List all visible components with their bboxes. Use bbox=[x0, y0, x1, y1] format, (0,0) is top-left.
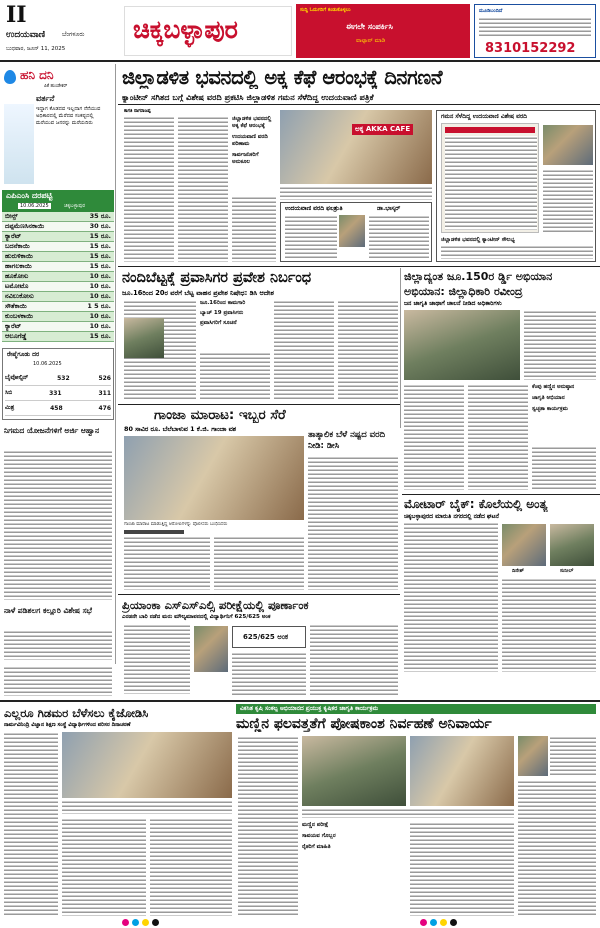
nandi-photo bbox=[124, 318, 164, 358]
zilla-body-col1 bbox=[404, 384, 464, 490]
ad-text-lines bbox=[479, 17, 591, 37]
bottom-left-caption bbox=[62, 800, 232, 814]
meeting-headline: ನಾಳೆ ಪಡಿಶಲಗ ಕಲ್ಲೂರಿ ವಿಶೇಷ ಸಭೆ bbox=[4, 606, 92, 615]
zilla-points bbox=[532, 384, 596, 444]
quote-text-left bbox=[285, 215, 337, 259]
quote-title: ಉದಯವಾಣಿ ವರದಿ ಫಲಶ್ರುತಿ bbox=[285, 205, 343, 212]
clip-side-text bbox=[543, 169, 593, 233]
bottom-point: ರೈತರಿಗೆ ಮಾಹಿತಿ bbox=[302, 844, 331, 850]
ganja-body-col1 bbox=[124, 536, 210, 590]
bottom-main-photo-2 bbox=[410, 736, 514, 806]
price-row bbox=[2, 302, 114, 312]
clip-title: ಗಮನ ಸೆಳೆದಿದ್ದ ಉದಯವಾಣಿ ವಿಶೇಷ ವರದಿ bbox=[441, 113, 528, 120]
silk-row bbox=[5, 386, 111, 401]
bottom-left-photo bbox=[62, 732, 232, 798]
motor-name-1: ದಿನೇಶ್ bbox=[512, 568, 525, 574]
ad-text-top: ಮೂಡಿಬಂದಿದೆ bbox=[479, 8, 503, 14]
bottom-point: ಮಣ್ಣಿನ ಪರೀಕ್ಷೆ bbox=[302, 822, 329, 828]
registration-marks bbox=[0, 918, 600, 928]
zilla-point: ಜಾಗೃತಿ ಅಭಿಯಾನ bbox=[532, 395, 565, 401]
nandi-headline: ನಂದಿಬೆಟ್ಟಕ್ಕೆ ಪ್ರವಾಸಿಗರ ಪ್ರವೇಶ ನಿರ್ಬಂಧ bbox=[122, 270, 312, 286]
cafe-signboard: ಅಕ್ಕ AKKA CAFE bbox=[352, 124, 413, 135]
ad-line-2: ಈಗಲೇ ಸಂಪರ್ಕಿಸಿ bbox=[346, 22, 393, 31]
scheme-headline: ನಿಗಮದ ಯೋಜನೆಗಳಿಗೆ ಅರ್ಜಿ ಆಹ್ವಾನ bbox=[4, 426, 100, 435]
lead-point: ಸಾರ್ವಜನಿಕರಿಗೆ ಅನುಕೂಲ bbox=[232, 152, 259, 165]
meeting-body bbox=[4, 630, 112, 660]
price-row bbox=[2, 322, 114, 332]
nandi-point: ಜೂ.16ರಿಂದ ಕಾಮಗಾರಿ bbox=[200, 300, 246, 306]
clip-page-text bbox=[445, 136, 537, 230]
edition-banner bbox=[124, 6, 292, 56]
lead-points bbox=[232, 116, 276, 196]
ganja-subhead: 80 ಸಾವಿರ ರೂ. ಬೆಲೆಬಾಳುವ 1 ಕೆ.ಜಿ. ಗಾಂಜಾ ವಶ bbox=[124, 425, 237, 433]
silk-cell: 526 bbox=[98, 374, 111, 382]
bottom-right-photo bbox=[518, 736, 548, 776]
lead-body-col1 bbox=[124, 116, 174, 262]
cafe-photo-caption bbox=[280, 186, 432, 200]
price-item: ಹೂಕೋಸು bbox=[5, 272, 29, 280]
clip-caption: ಜಿಲ್ಲಾಡಳಿತ ಭವನದಲ್ಲಿ ಕ್ಯಾಂಟೀನ್ ಸೌಲಭ್ಯ bbox=[441, 237, 515, 243]
price-table bbox=[2, 212, 114, 342]
honi-dani-logo bbox=[4, 68, 112, 90]
priyanka-body-col1 bbox=[124, 624, 190, 694]
priyanka-body-col3 bbox=[310, 624, 398, 696]
ad-banner-red bbox=[296, 4, 470, 58]
price-item: ಆಲೂಗೆಡ್ಡೆ bbox=[5, 332, 27, 340]
motor-body-col2 bbox=[502, 578, 596, 672]
bottom-right-side-text bbox=[550, 736, 596, 776]
silk-cell: ಮಿಶ್ರ bbox=[5, 404, 15, 411]
price-value: 30 ರೂ. bbox=[89, 222, 111, 230]
rule bbox=[402, 494, 600, 495]
price-table-header bbox=[2, 190, 114, 212]
clip-box bbox=[436, 110, 596, 262]
silk-cell: 331 bbox=[49, 389, 62, 397]
ganja-caption: ಗಾಂಜಾ ಮಾರಾಟ ಮಾಡುತ್ತಿದ್ದ ಆರೋಪಿಗಳನ್ನು ಪೊಲೀಸರು ಬಂಧಿಸಿದರು bbox=[124, 522, 228, 527]
ganja-body-col2 bbox=[214, 536, 304, 590]
silk-cell: 532 bbox=[57, 374, 70, 382]
ganja-headline: ಗಾಂಜಾ ಮಾರಾಟ: ಇಬ್ಬರ ಸೆರೆ bbox=[154, 407, 286, 423]
registration-dot bbox=[450, 919, 457, 926]
paper-name: ಉದಯವಾಣಿ bbox=[6, 30, 46, 40]
lead-subhead: ಕ್ಯಾಂಟೀನ್ ಸಗಿತದ ಬಗ್ಗೆ ವಿಶೇಷ ವರದಿ ಪ್ರಕಟಿಸಿ ಜಿಲ್ಲಾಡಳಿತ ಗಮನ ಸೆಳೆದಿದ್ದ ಉದಯವಾಣಿ ಪತ್ರಿಕೆ bbox=[122, 92, 374, 102]
rule bbox=[118, 104, 600, 105]
bottom-main-headline: ಮಣ್ಣಿನ ಫಲವತ್ತತೆಗೆ ಪೋಷಕಾಂಶ ನಿರ್ವಹಣೆ ಅನಿವಾರ್ಯ bbox=[236, 716, 492, 732]
price-item: ಹಾಗಲಕಾಯಿ bbox=[5, 262, 32, 270]
silk-cell: 458 bbox=[50, 404, 63, 412]
bottom-left-body-col2 bbox=[62, 818, 146, 916]
price-row bbox=[2, 262, 114, 272]
price-value: 15 ರೂ. bbox=[89, 262, 111, 270]
price-value: 15 ರೂ. bbox=[89, 242, 111, 250]
clip-page-headline bbox=[445, 127, 535, 133]
paper-tag: ಬೆಂಗಳೂರು bbox=[62, 31, 85, 38]
bottom-strip-text: ವಿಕಸಿತ ಕೃಷಿ ಸಂಕಲ್ಪ ಅಭಿಯಾನದ ಪ್ರಯುಕ್ತ ಕೃಷಿಕರ ಜಾಗೃತಿ ಕಾರ್ಯಕ್ರಮ bbox=[240, 705, 379, 712]
price-item: ಕ್ಯಾರೆಟ್ bbox=[5, 232, 22, 240]
page-number: II bbox=[6, 2, 27, 28]
rule bbox=[118, 404, 400, 405]
motor-subhead: ಚಿಕ್ಕಬಳ್ಳಾಪುರದ ಮಾರುತಿ ನಗರದಲ್ಲಿ ನಡೆದ ಘಟನೆ bbox=[404, 513, 499, 520]
bottom-main-photo-1 bbox=[302, 736, 406, 806]
bottom-left-body-col1 bbox=[4, 732, 58, 916]
price-row bbox=[2, 222, 114, 232]
zilla-point: ಕೆಂಪು ಹಣ್ಣಿನ ಅನುಷ್ಠಾನ bbox=[532, 384, 575, 390]
clip-portrait bbox=[543, 125, 593, 165]
registration-dot bbox=[152, 919, 159, 926]
motor-body-col1 bbox=[404, 522, 498, 672]
price-table-title: ಎಪಿಎಂಸಿ ದರಪಟ್ಟಿ bbox=[6, 191, 53, 200]
zilla-headline: ಜಿಲ್ಲಾದ್ಯಂತ ಜೂ.150ರ ರ್ಡ್ಡಿ ಅಭಿಯಾನ bbox=[404, 270, 553, 283]
cafe-photo bbox=[280, 110, 432, 184]
registration-dot bbox=[440, 919, 447, 926]
lead-body-col3 bbox=[232, 196, 276, 262]
nandi-point: ಬ್ಯಾಚ್ 19 ಪ್ರವಾಸಿಗರು bbox=[200, 310, 244, 316]
priyanka-body-col2 bbox=[232, 652, 306, 696]
rule bbox=[0, 700, 600, 702]
ganja-byline bbox=[124, 530, 184, 534]
silk-cell: 476 bbox=[98, 404, 111, 412]
priyanka-headline: ಪ್ರಿಯಾಂಕಾ ಎಸ್ಎಸ್ಎಲ್ಸಿ ಪರೀಕ್ಷೆಯಲ್ಲಿ ಪೂರ್ಣಾಂಕ bbox=[122, 598, 309, 612]
price-row bbox=[2, 272, 114, 282]
silk-cell: ಸಿಬಿ bbox=[5, 389, 13, 396]
bottom-points bbox=[302, 822, 406, 882]
price-item: ಹುರುಳಿಕಾಯಿ bbox=[5, 252, 33, 260]
price-item: ಕ್ಯಾರೆಟ್ bbox=[5, 322, 22, 330]
lead-body-col2 bbox=[178, 116, 228, 262]
motor-photo-1 bbox=[502, 524, 546, 566]
clip-caption-text bbox=[441, 245, 593, 259]
price-row bbox=[2, 292, 114, 302]
bottom-quote-headline: ಎಲ್ಲರೂ ಗಿಡಮರ ಬೆಳೆಸಲು ಕೈಜೋಡಿಸಿ bbox=[4, 706, 149, 720]
zilla-headline-2: ಅಭಿಯಾನ: ಜಿಲ್ಲಾಧಿಕಾರಿ ರವೀಂದ್ರ bbox=[404, 285, 523, 298]
registration-dot bbox=[420, 919, 427, 926]
price-value: 10 ರೂ. bbox=[89, 272, 111, 280]
nandi-body-col4 bbox=[338, 300, 398, 400]
price-value: 15 ರೂ. bbox=[89, 252, 111, 260]
zilla-photo bbox=[404, 310, 520, 380]
price-value: 10 ರೂ. bbox=[89, 292, 111, 300]
price-row bbox=[2, 252, 114, 262]
price-item: ಟಮೋಟೊ bbox=[5, 282, 29, 290]
honi-image bbox=[4, 104, 34, 184]
bottom-main-body-col2 bbox=[410, 822, 514, 916]
priyanka-score-box bbox=[232, 626, 306, 648]
price-table-place: ಚಿಕ್ಕಬಳ್ಳಾಪುರ bbox=[64, 203, 85, 209]
price-row bbox=[2, 312, 114, 322]
price-value: 10 ರೂ. bbox=[89, 312, 111, 320]
quote-name: ಡಾ.ಭಾಸ್ಕರ್ bbox=[377, 205, 401, 212]
drop-icon bbox=[4, 70, 16, 84]
zilla-body-col2 bbox=[468, 384, 528, 490]
price-row bbox=[2, 282, 114, 292]
lead-point: ಉದಯವಾಣಿ ವರದಿ ಪರಿಣಾಮ bbox=[232, 134, 268, 147]
price-row bbox=[2, 242, 114, 252]
price-item: ಸೌತೆಕಾಯಿ bbox=[5, 302, 27, 310]
tatkalika-body bbox=[308, 456, 398, 590]
price-value: 15 ರೂ. bbox=[89, 332, 111, 340]
masthead bbox=[0, 0, 600, 62]
scheme-body bbox=[4, 450, 112, 600]
registration-dot bbox=[142, 919, 149, 926]
bottom-quote-subhead: ನಾರ್ಮವಿನಿಂದ್ರಿ ವಿಜ್ಞಾನ ಶಿಕ್ಷಣ ಸಂಸ್ಥೆ ವಿದ್ಯಾರ್ಥಿಗಳಿಂದ ಪರಿಸರ ದಿನಾಚರಣೆ bbox=[4, 722, 131, 728]
bottom-point: ಸಾವಯವ ಗೊಬ್ಬರ bbox=[302, 833, 336, 839]
zilla-point: ಸ್ವಚ್ಛತಾ ಕಾರ್ಯಕ್ರಮ bbox=[532, 406, 568, 412]
logo-author: ಪಿಕೆ ಹುಂಡೇಕರ್ bbox=[44, 84, 68, 89]
nandi-subhead: ಜೂ.16ರಿಂದ 20ರ ವರೆಗೆ ಬೆಟ್ಟ ವಾಹನ ಪ್ರವೇಶ ನಿಷೇಧ: ಡಿಸಿ ಆದೇಶ bbox=[122, 289, 274, 297]
nandi-body-col2 bbox=[200, 352, 270, 400]
lead-byline: ಕಾಗತಿ ನಾಗರಾಜಪ್ಪ bbox=[124, 109, 151, 114]
left-bottom-body bbox=[4, 666, 112, 696]
bottom-main-body-col3 bbox=[518, 780, 596, 916]
registration-dot bbox=[132, 919, 139, 926]
price-item: ಕುಂಬಳಕಾಯಿ bbox=[5, 312, 34, 320]
priyanka-photo bbox=[194, 626, 228, 672]
registration-dot bbox=[430, 919, 437, 926]
motor-headline: ಮೋಟಾರ್ ಬೈಕ್: ಕೊಲೆಯಲ್ಲಿ ಅಂತ್ಯ bbox=[404, 497, 548, 511]
price-item: ಬೀನ್ಸ್ bbox=[5, 212, 18, 220]
left-column bbox=[0, 64, 116, 664]
silk-row bbox=[5, 371, 111, 386]
bottom-main-body-col1 bbox=[238, 736, 298, 916]
issue-date: ಬುಧವಾರ, ಜೂನ್ 11, 2025 bbox=[6, 46, 66, 52]
lead-point: ಜಿಲ್ಲಾಡಳಿತ ಭವನದಲ್ಲಿ ಅಕ್ಕ ಕೆಫೆ ಆರಂಭಕ್ಕೆ bbox=[232, 116, 272, 129]
clip-page bbox=[441, 123, 539, 233]
price-value: 10 ರೂ. bbox=[89, 322, 111, 330]
quote-text-right bbox=[369, 215, 429, 259]
price-row bbox=[2, 332, 114, 342]
honi-body: ಇದ್ದಾಗ ಕೊಡದವ ಇಲ್ಲದಾಗ ನೆನೆಯುವ ಅಧಿಕಾರದಲ್ಲಿ ಮೆರೆದವ ಸಂಕಷ್ಟದಲ್ಲಿ ಮರೆಯುವ ಜನರನ್ನು ಮರೆಯದಿರು bbox=[36, 106, 101, 126]
price-item: ಬದನೆಕಾಯಿ bbox=[5, 242, 30, 250]
nandi-body-col3 bbox=[274, 300, 334, 400]
price-item: ದಪ್ಪಮೆಣಸಿನಕಾಯಿ bbox=[5, 222, 45, 230]
quote-portrait bbox=[339, 215, 365, 247]
quote-box bbox=[280, 202, 432, 262]
zilla-subhead: ಜನ ಜಾಗೃತಿ ಜಾಥಾಗೆ ಚಾಲನೆ ನೀಡಿದ ಅಧಿಕಾರಿಗಳು bbox=[404, 300, 502, 307]
bottom-main-caption bbox=[302, 808, 514, 818]
motor-photo-2 bbox=[550, 524, 594, 566]
silk-rows bbox=[5, 371, 111, 416]
price-value: 15 ರೂ. bbox=[89, 232, 111, 240]
bottom-left-body-col3 bbox=[150, 818, 232, 916]
ad-line-3: ವಾಟ್ಸಾಪ್ ಮಾಡಿ bbox=[356, 38, 386, 44]
zilla-body-col3 bbox=[532, 446, 596, 490]
bottom-strip bbox=[236, 704, 596, 714]
ganja-photo bbox=[124, 436, 304, 520]
silk-cell: 311 bbox=[98, 389, 111, 397]
silk-title: ರೇಷ್ಮೆಗೂಡು ದರ bbox=[7, 351, 40, 358]
edition-title: ಚಿಕ್ಕಬಳ್ಳಾಪುರ bbox=[133, 15, 238, 44]
silk-cell: ಬೈವೋಲ್ಟಿನ್ bbox=[5, 374, 29, 381]
tatkalika-headline: ತಾತ್ಕಾಲಿಕ ಬೆಳೆ ನಷ್ಟದ ವರದಿ ನೀಡಿ: ಡೀಸಿ bbox=[308, 430, 386, 451]
ad-banner-blue bbox=[474, 4, 596, 58]
motor-name-2: ಸುನೀಲ್ bbox=[560, 568, 574, 574]
zilla-photo-side-text bbox=[524, 310, 596, 380]
priyanka-subhead: ಎರಡನೇ ಬಾರಿ ನಡೆದ ಮರು ಮೌಲ್ಯಮಾಪನದಲ್ಲಿ ವಿದ್ಯಾರ್ಥಿನಿಗೆ 625/625 ಅಂಕ bbox=[122, 614, 271, 620]
registration-dot bbox=[122, 919, 129, 926]
rule bbox=[118, 266, 600, 267]
price-value: 35 ರೂ. bbox=[89, 212, 111, 220]
ad-line-1: ಸುದ್ದಿ ಓದುಗರಿಗೆ ಕಂಡುಕೊಳ್ಳಲು bbox=[300, 7, 351, 13]
silk-row bbox=[5, 401, 111, 416]
silk-date: 10.06.2025 bbox=[33, 361, 62, 367]
price-row bbox=[2, 212, 114, 222]
price-table-date: 10.06.2025 bbox=[20, 203, 49, 209]
lead-headline: ಜಿಲ್ಲಾಡಳಿತ ಭವನದಲ್ಲಿ ಅಕ್ಕ ಕೆಫೆ ಆರಂಭಕ್ಕೆ ದಿನಗಣನೆ bbox=[122, 66, 443, 89]
honi-title: ವರ್ತನೆ bbox=[36, 94, 55, 103]
rule bbox=[118, 594, 400, 595]
price-value: 1 5 ರೂ. bbox=[87, 302, 111, 310]
price-item: ನವಿಲುಕೋಸು bbox=[5, 292, 34, 300]
divider bbox=[400, 268, 401, 428]
nandi-points bbox=[200, 300, 270, 350]
price-value: 10 ರೂ. bbox=[89, 282, 111, 290]
silk-table bbox=[2, 348, 114, 420]
price-row bbox=[2, 232, 114, 242]
ad-phone-number: 8310152292 bbox=[485, 41, 576, 56]
priyanka-score: 625/625 ಅಂಕ bbox=[243, 633, 289, 641]
logo-text: ಹನಿ ದನಿ bbox=[20, 68, 54, 82]
nandi-point: ಪ್ರವಾಸಿಗರಿಗೆ ಸೂಚನೆ bbox=[200, 320, 237, 326]
